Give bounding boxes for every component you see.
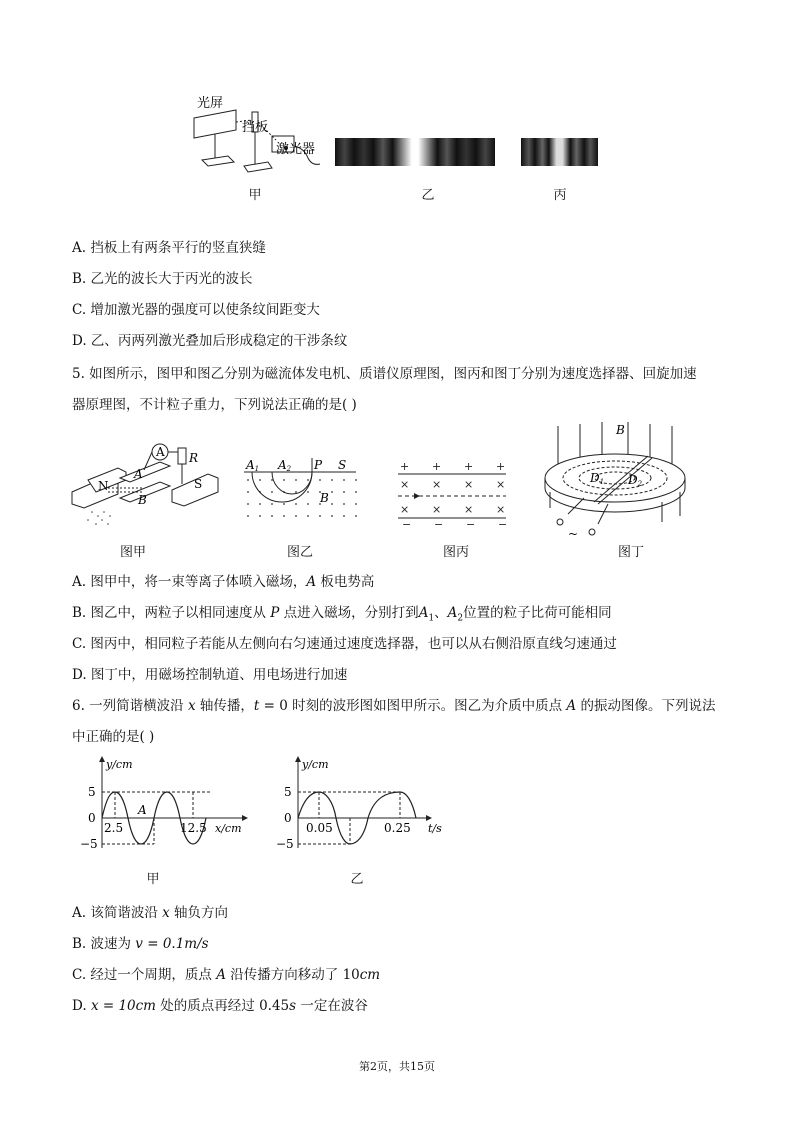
q5-option-c: C. 图丙中，相同粒子若能从左侧向右匀速通过速度选择器，也可以从右侧沿原直线匀速通过 [72, 636, 617, 652]
q5-ding-d2-label: D2 [628, 473, 643, 488]
q6-option-b: B. 波速为 v = 0.1m/s [72, 936, 209, 952]
q4-label-baffle: 挡板 [242, 120, 269, 135]
q4-caption-bing: 丙 [553, 188, 567, 203]
q5-caption-ding: 图丁 [617, 545, 644, 560]
q6-graph-yi [278, 756, 458, 856]
q5-yi-a2-label: A2 [278, 458, 292, 473]
svg-text:−: − [466, 518, 476, 531]
q6-yi-ytick-5: 5 [284, 785, 292, 799]
q6-option-a: A. 该简谐波沿 x 轴负方向 [72, 905, 229, 921]
q6-yi-ytick-neg5: −5 [276, 837, 294, 851]
svg-text:×: × [400, 503, 410, 516]
svg-text:×: × [496, 478, 506, 491]
svg-text:+: + [496, 460, 506, 473]
svg-text:−: − [402, 518, 412, 531]
svg-text:+: + [432, 460, 442, 473]
q5-caption-yi: 图乙 [286, 545, 313, 560]
q5-ding-d1-label: D1 [590, 471, 605, 486]
q6-jia-ylabel: y/cm [106, 758, 133, 771]
q6-option-c: C. 经过一个周期，质点 A 沿传播方向移动了 10cm [72, 967, 381, 983]
q4-option-b: B. 乙光的波长大于丙光的波长 [72, 271, 253, 287]
q6-yi-xtick-0.25: 0.25 [384, 821, 411, 835]
q5-stem-line2: 器原理图，不计粒子重力，下列说法正确的是( ) [72, 397, 357, 413]
q6-yi-ylabel: y/cm [302, 758, 329, 771]
q6-jia-xtick-12.5: 12.5 [180, 821, 207, 835]
q6-jia-ytick-0: 0 [88, 811, 96, 825]
q6-option-d: D. x = 10cm 处的质点再经过 0.45s 一定在波谷 [72, 998, 368, 1014]
q5-jia-r-label: R [189, 451, 199, 465]
q4-label-screen: 光屏 [197, 96, 224, 111]
q6-stem-line2: 中正确的是( ) [72, 729, 155, 745]
q5-jia-s-label: S [194, 477, 203, 491]
svg-text:+: + [400, 460, 410, 473]
q6-yi-xtick-0.05: 0.05 [306, 821, 333, 835]
q5-jia-plate-b-label: B [138, 493, 147, 507]
q4-apparatus-figure [180, 88, 330, 188]
q5-fig-bing [392, 460, 512, 531]
svg-text:×: × [400, 478, 410, 491]
q4-label-laser: 激光器 [276, 142, 316, 157]
svg-text:−: − [498, 518, 508, 531]
svg-text:+: + [464, 460, 474, 473]
svg-text:−: − [434, 518, 444, 531]
q4-option-c: C. 增加激光器的强度可以使条纹间距变大 [72, 302, 320, 318]
q6-caption-jia: 甲 [146, 872, 160, 887]
q5-yi-b-label: B [320, 491, 329, 505]
svg-text:×: × [432, 478, 442, 491]
q5-jia-plate-a-label: A [134, 467, 143, 481]
q6-graph-jia [74, 756, 254, 856]
q5-stem-line1: 5. 如图所示，图甲和图乙分别为磁流体发电机、质谱仪原理图，图丙和图丁分别为速度选择器、回旋加速 [72, 366, 697, 382]
svg-text:×: × [496, 503, 506, 516]
q5-ding-ac-label: ~ [568, 527, 579, 541]
q4-caption-yi: 乙 [421, 188, 435, 203]
q4-pattern-bing [521, 138, 598, 166]
q6-stem-line1: 6. 一列简谐横波沿 x 轴传播，t = 0 时刻的波形图如图甲所示。图乙为介质中质点 A 的振动图像。下列说法 [72, 698, 716, 714]
q6-yi-ytick-0: 0 [284, 811, 292, 825]
q5-jia-n-label: N [98, 479, 109, 493]
q6-jia-xlabel: x/cm [215, 822, 242, 835]
q4-caption-jia: 甲 [248, 188, 262, 203]
q5-yi-p-label: P [314, 458, 323, 472]
q5-yi-s-label: S [338, 458, 347, 472]
q5-fig-jia [68, 434, 238, 534]
q5-fig-yi [240, 456, 360, 528]
page-footer: 第2页，共15页 [359, 1060, 435, 1073]
q6-caption-yi: 乙 [350, 872, 364, 887]
q5-jia-meter-label: A [156, 445, 165, 459]
q4-pattern-yi [335, 138, 495, 166]
svg-text:×: × [464, 503, 474, 516]
q6-jia-xtick-2.5: 2.5 [104, 821, 124, 835]
q6-jia-point-a: A [138, 803, 147, 817]
q5-option-d: D. 图丁中，用磁场控制轨道、用电场进行加速 [72, 667, 348, 683]
q6-yi-xlabel: t/s [428, 822, 442, 835]
q6-jia-ytick-5: 5 [88, 785, 96, 799]
q5-fig-ding [538, 418, 688, 541]
svg-text:×: × [464, 478, 474, 491]
q6-jia-ytick-neg5: −5 [80, 837, 98, 851]
q4-option-d: D. 乙、丙两列激光叠加后形成稳定的干涉条纹 [72, 333, 348, 349]
q5-option-a: A. 图甲中，将一束等离子体喷入磁场，A 板电势高 [72, 574, 375, 590]
q5-caption-jia: 图甲 [119, 545, 146, 560]
q4-option-a: A. 挡板上有两条平行的竖直狭缝 [72, 240, 266, 256]
svg-text:×: × [432, 503, 442, 516]
q5-ding-b-label: B [616, 423, 625, 437]
q5-yi-a1-label: A1 [246, 458, 260, 473]
q5-option-b: B. 图乙中，两粒子以相同速度从 P 点进入磁场，分别打到$A_1$、$A_2$位置的粒子比荷可能相同 [72, 605, 612, 624]
q5-caption-bing: 图丙 [442, 545, 469, 560]
